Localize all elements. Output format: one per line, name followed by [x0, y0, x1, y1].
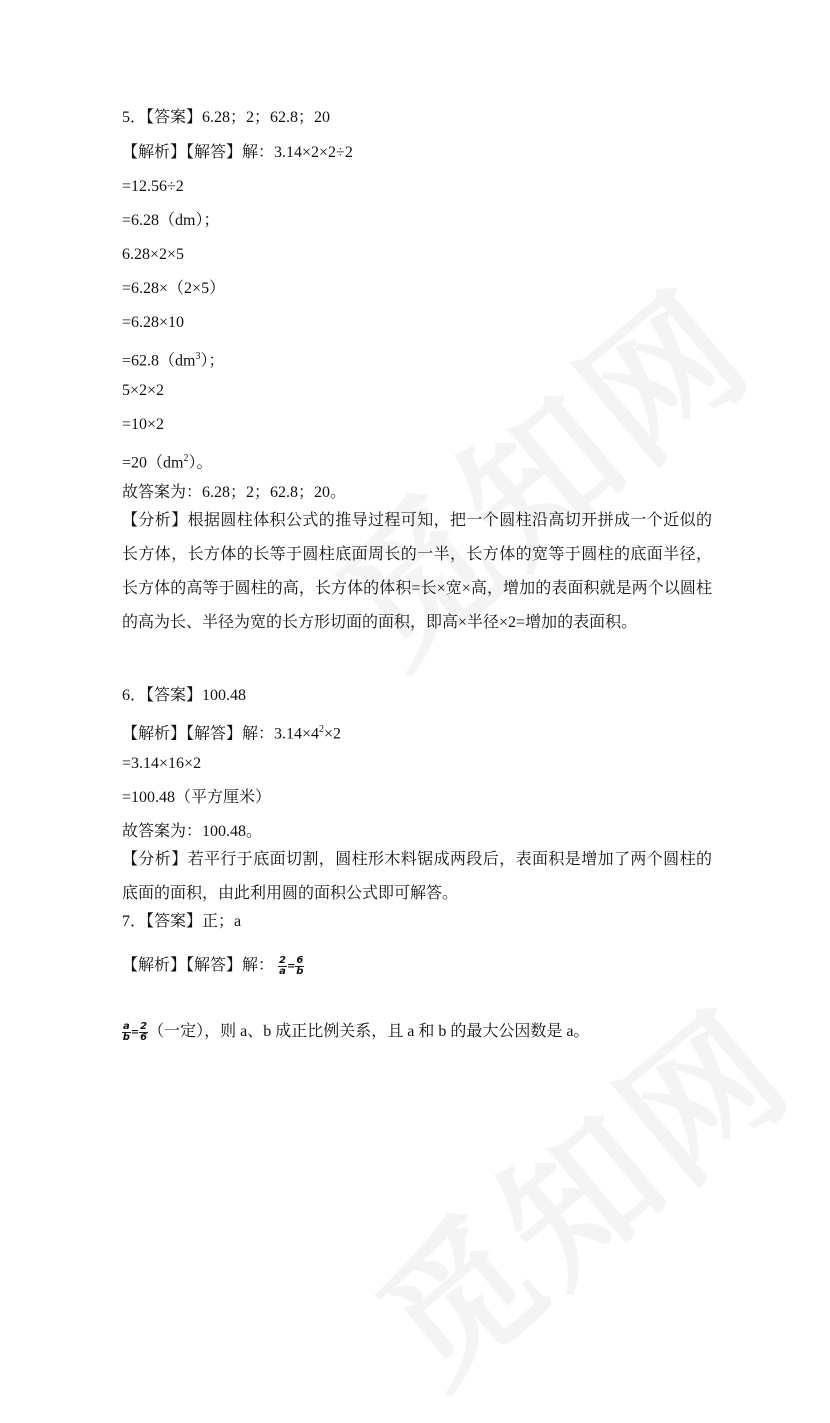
q5-step-9: $=20(dm^2)$。 — [122, 453, 213, 472]
q5-step-6: $=62.8(dm^3)$； — [122, 351, 225, 370]
q6-result: 故答案为：100.48。 — [122, 823, 263, 840]
q5-step-4: =6.28×（2×5） — [122, 280, 226, 297]
q6-answer: 6．【答案】100.48 — [122, 687, 247, 704]
q7-analysis-head: 【解析】【解答】解： $\frac{2}{a}$ = $\frac{6}{b}$ — [122, 955, 304, 977]
q5-step-7: 5×2×2 — [122, 382, 165, 399]
q5-step-3: 6.28×2×5 — [122, 246, 185, 263]
q7-answer: 7．【答案】正；a — [122, 913, 242, 930]
q5-answer: 5．【答案】6.28；2；62.8；20 — [122, 109, 331, 126]
fraction-6-over-b: $\frac{6}{b}$ — [296, 955, 304, 977]
fraction-a-over-b: $\frac{a}{b}$ — [122, 1021, 130, 1043]
fraction-2-over-a: $\frac{2}{a}$ — [279, 955, 286, 977]
q5-analysis-head: 【解析】【解答】解：3.14×2×2÷2 — [122, 144, 353, 161]
q6-step-2: =100.48（平方厘米） — [122, 789, 272, 806]
fraction-2-over-6: $\frac{2}{6}$ — [140, 1021, 148, 1043]
q5-step-1: =12.56÷2 — [122, 178, 184, 195]
q6-analysis-body: 【分析】若平行于底面切割，圆柱形木料锯成两段后，表面积是增加了两个圆柱的底面的面积，由此利用圆的面积公式即可解答。 — [122, 851, 712, 902]
q5-result: 故答案为：6.28；2；62.8；20。 — [122, 484, 347, 501]
q6-step-1: =3.14×16×2 — [122, 755, 202, 772]
q5-analysis-body: 【分析】根据圆柱体积公式的推导过程可知，把一个圆柱沿高切开拼成一个近似的长方体，长方体的长等于圆柱底面周长的一半，长方体的宽等于圆柱的底面半径，长方体的高等于圆柱的高，长方体的体积=长×宽×高，增加的表面积就是两个以圆柱的高为长、半径为宽的长方形切面的面积，即高×半径×2=增加的表面积。 — [122, 512, 712, 631]
q5-step-2: =6.28（dm）； — [122, 212, 220, 229]
q5-step-8: =10×2 — [122, 416, 165, 433]
q6-analysis-head: 【解析】【解答】解：$3.14\times 4^2\times 2$ — [122, 724, 342, 743]
q5-step-5: =6.28×10 — [122, 314, 185, 331]
q7-conclusion: $\frac{a}{b}$ = $\frac{2}{6}$ （一定），则 a、b 成正比例关系，且 a 和 b 的最大公因数是 a。 — [122, 1021, 590, 1043]
